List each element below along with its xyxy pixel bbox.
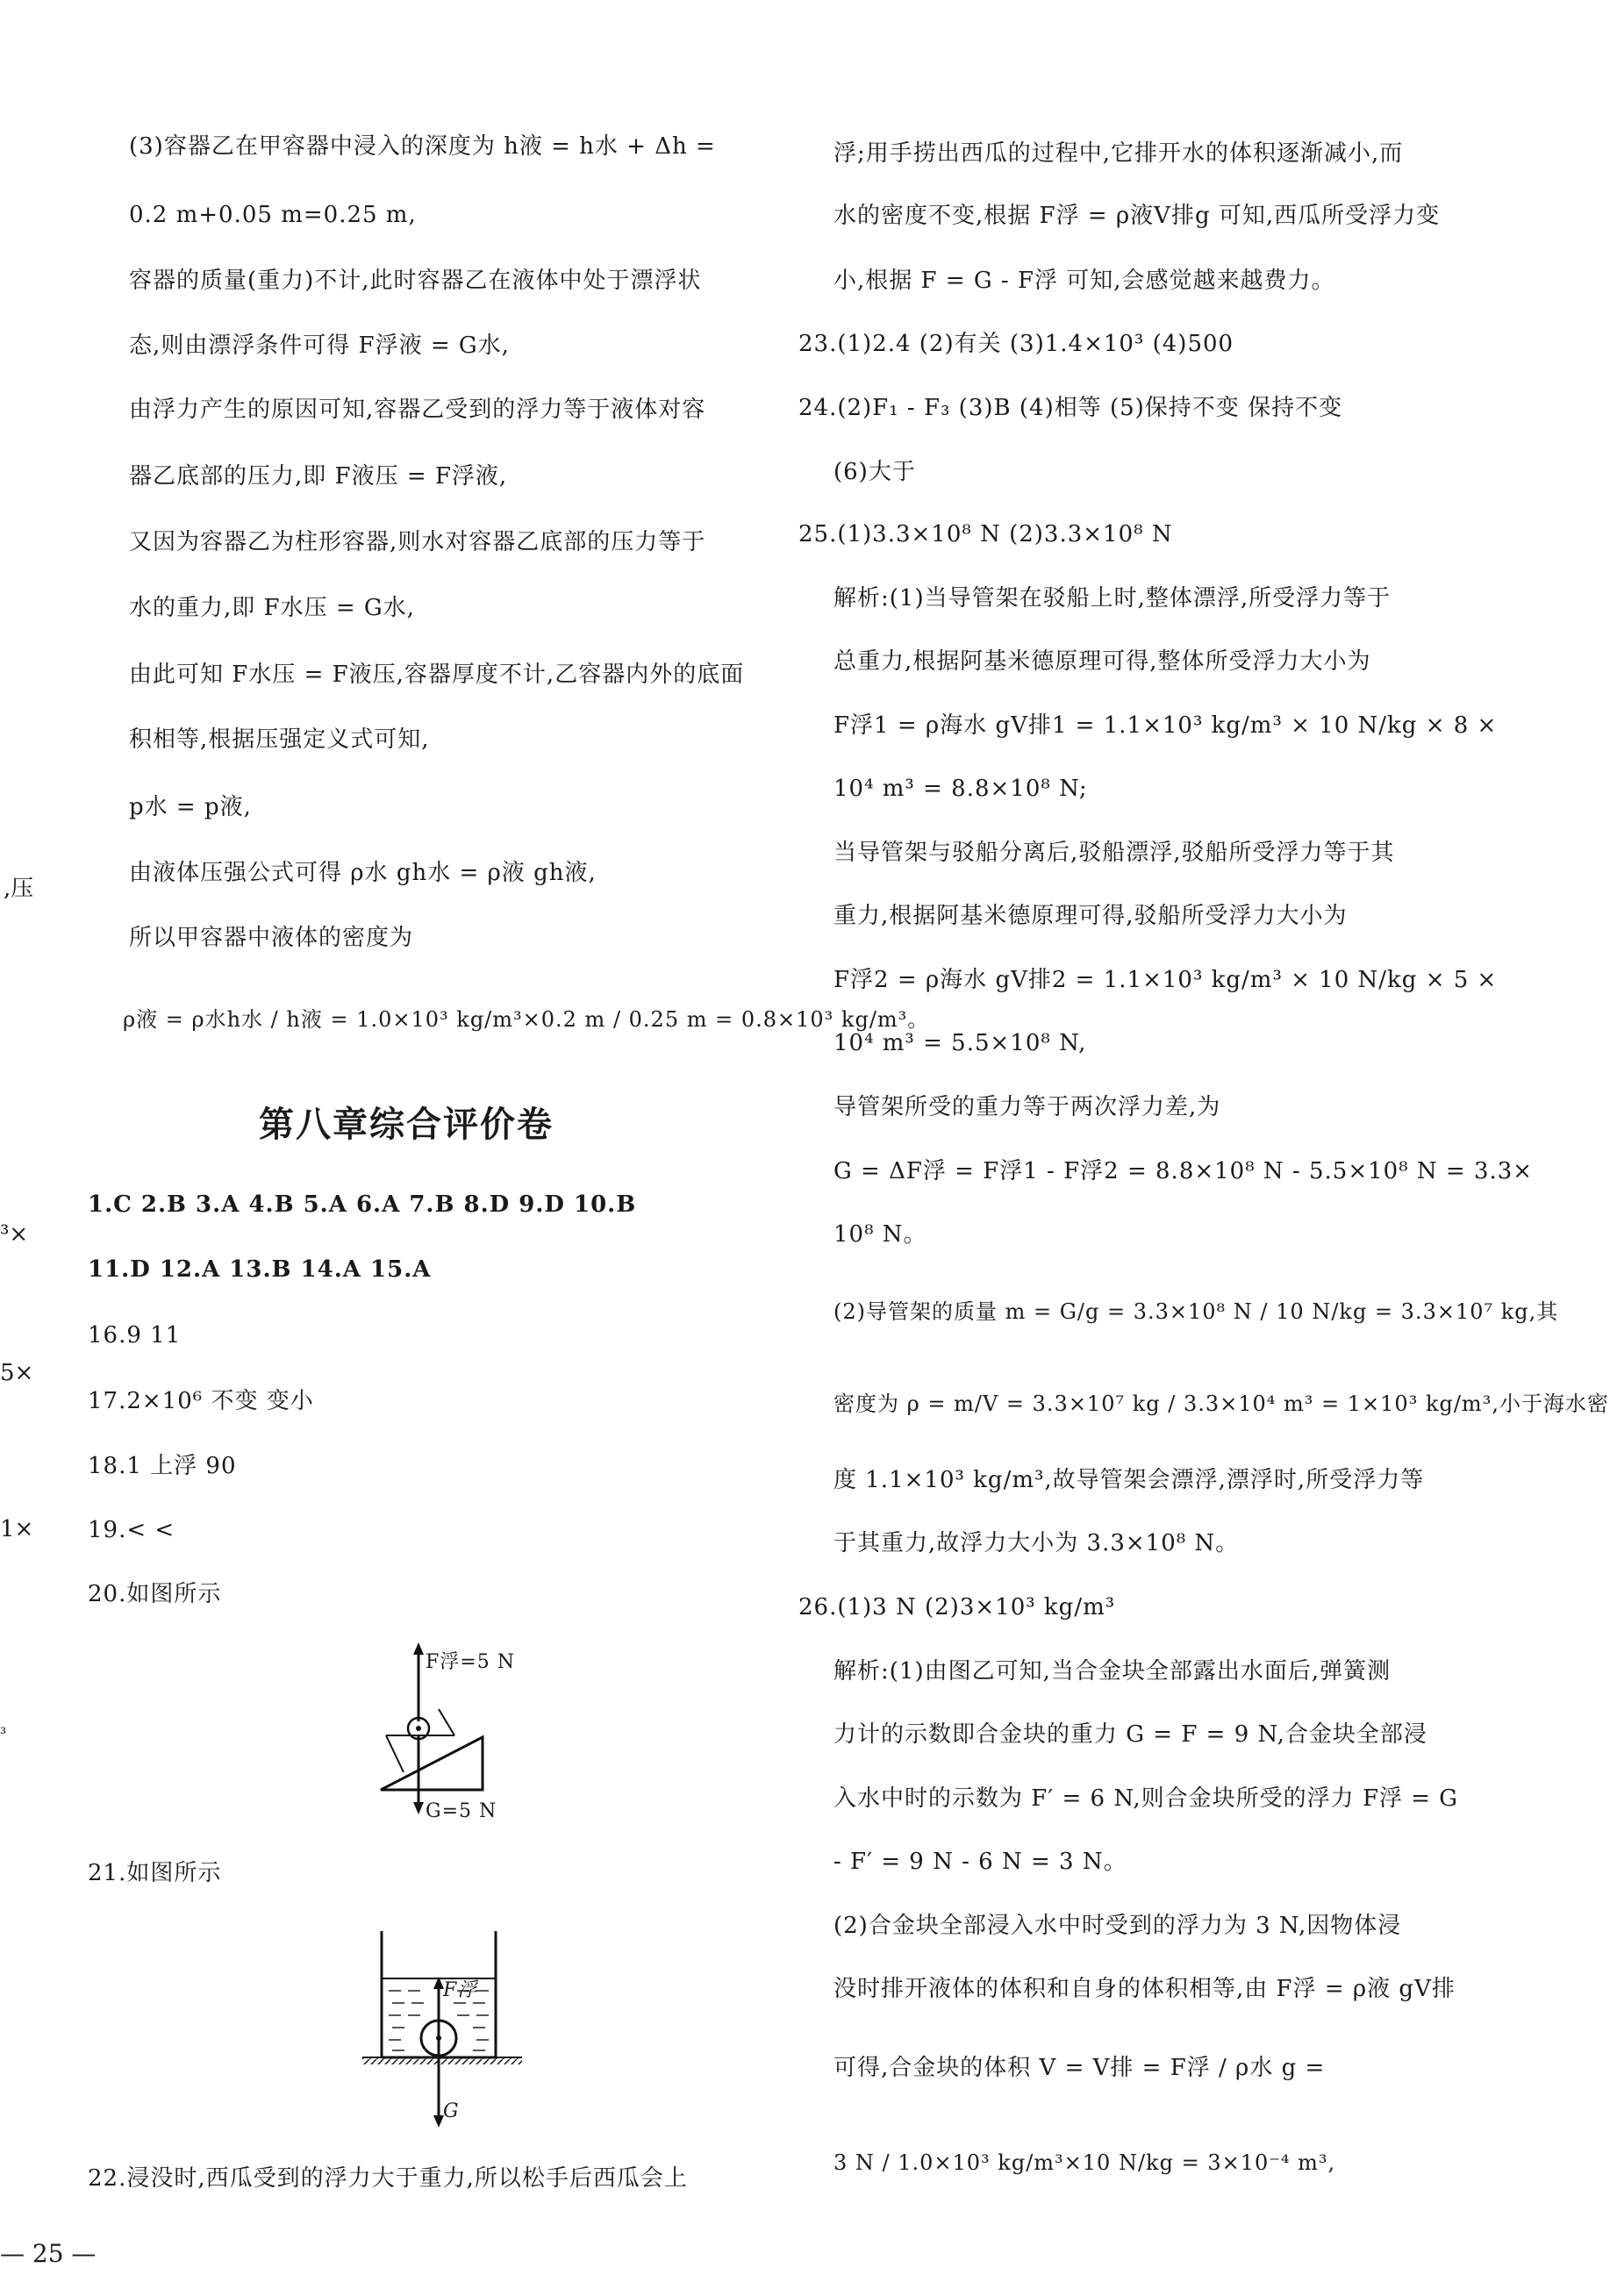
text-line: 3 N / 1.0×10³ kg/m³×10 N/kg = 3×10⁻⁴ m³, xyxy=(833,2150,1336,2175)
text-line: 解析:(1)当导管架在驳船上时,整体漂浮,所受浮力等于 xyxy=(833,585,1391,612)
answer-row: 21.如图所示 xyxy=(88,1860,222,1886)
text-line: 23.(1)2.4 (2)有关 (3)1.4×10³ (4)500 xyxy=(798,331,1234,357)
figure-20-top-label: F浮=5 N xyxy=(426,1651,515,1673)
text-line: 当导管架与驳船分离后,驳船漂浮,驳船所受浮力等于其 xyxy=(833,840,1395,866)
answer-row: 1.C 2.B 3.A 4.B 5.A 6.A 7.B 8.D 9.D 10.B xyxy=(88,1191,637,1218)
text-line: 没时排开液体的体积和自身的体积相等,由 F浮 = ρ液 gV排 xyxy=(833,1976,1456,2002)
edge-fragment: 1× xyxy=(0,1516,34,1542)
chapter-title: 第八章综合评价卷 xyxy=(259,1105,554,1145)
text-line: - F′ = 9 N - 6 N = 3 N。 xyxy=(833,1849,1127,1875)
text-line: 密度为 ρ = m/V = 3.3×10⁷ kg / 3.3×10⁴ m³ = 1×10³ kg/m³,小于海水密 xyxy=(833,1391,1609,1416)
text-line: 由此可知 F水压 = F液压,容器厚度不计,乙容器内外的底面 xyxy=(129,662,745,688)
text-line: 重力,根据阿基米德原理可得,驳船所受浮力大小为 xyxy=(833,903,1348,929)
figure-21-bottom-label: G xyxy=(443,2100,460,2122)
text-line: 水的重力,即 F水压 = G水, xyxy=(129,595,415,621)
answer-row: 19.< < xyxy=(88,1517,175,1543)
text-line: 26.(1)3 N (2)3×10³ kg/m³ xyxy=(798,1594,1116,1620)
text-line: 25.(1)3.3×10⁸ N (2)3.3×10⁸ N xyxy=(798,521,1173,547)
text-line: (3)容器乙在甲容器中浸入的深度为 h液 = h水 + Δh = xyxy=(129,133,716,160)
text-line: 器乙底部的压力,即 F液压 = F浮液, xyxy=(129,463,508,490)
edge-fragment: ,压 xyxy=(4,876,34,902)
figure-20-bottom-label: G=5 N xyxy=(426,1800,497,1822)
text-line: 0.2 m+0.05 m=0.25 m, xyxy=(129,202,417,228)
text-line: (6)大于 xyxy=(833,459,916,485)
text-line: 解析:(1)由图乙可知,当合金块全部露出水面后,弹簧测 xyxy=(833,1658,1391,1685)
text-line: 又因为容器乙为柱形容器,则水对容器乙底部的压力等于 xyxy=(129,529,706,555)
formula-line: ρ液 = ρ水h水 / h液 = 1.0×10³ kg/m³×0.2 m / 0.25 m = 0.8×10³ kg/m³。 xyxy=(123,1007,930,1032)
text-line: 由浮力产生的原因可知,容器乙受到的浮力等于液体对容 xyxy=(129,397,706,423)
text-line: F浮1 = ρ海水 gV排1 = 1.1×10³ kg/m³ × 10 N/kg × 8 × xyxy=(833,712,1498,739)
text-line: 10⁴ m³ = 5.5×10⁸ N, xyxy=(833,1030,1087,1056)
text-line: (2)导管架的质量 m = G/g = 3.3×10⁸ N / 10 N/kg = 3.3×10⁷ kg,其 xyxy=(833,1299,1559,1324)
text-line: 积相等,根据压强定义式可知, xyxy=(129,726,430,753)
text-line: 导管架所受的重力等于两次浮力差,为 xyxy=(833,1094,1221,1120)
text-line: 由液体压强公式可得 ρ水 gh水 = ρ液 gh液, xyxy=(129,860,597,886)
page-number: — 25 — xyxy=(0,2239,97,2268)
answer-row: 18.1 上浮 90 xyxy=(88,1453,237,1479)
text-line: 所以甲容器中液体的密度为 xyxy=(129,925,414,951)
text-line: 水的密度不变,根据 F浮 = ρ液V排g 可知,西瓜所受浮力变 xyxy=(833,203,1441,229)
edge-fragment: 5× xyxy=(0,1360,34,1386)
edge-fragment: ³ xyxy=(0,1725,7,1743)
text-line: F浮2 = ρ海水 gV排2 = 1.1×10³ kg/m³ × 10 N/kg × 5 × xyxy=(833,967,1498,993)
text-line: G = ΔF浮 = F浮1 - F浮2 = 8.8×10⁸ N - 5.5×10⁸ N = 3.3× xyxy=(833,1158,1534,1184)
answer-row: 20.如图所示 xyxy=(88,1581,222,1607)
answer-row: 16.9 11 xyxy=(88,1322,182,1349)
text-line: p水 = p液, xyxy=(129,794,252,820)
text-line: 浮;用手捞出西瓜的过程中,它排开水的体积逐渐减小,而 xyxy=(833,140,1404,167)
text-line: (2)合金块全部浸入水中时受到的浮力为 3 N,因物体浸 xyxy=(833,1913,1402,1939)
text-line: 入水中时的示数为 F′ = 6 N,则合金块所受的浮力 F浮 = G xyxy=(833,1785,1459,1812)
text-line: 24.(2)F₁ - F₃ (3)B (4)相等 (5)保持不变 保持不变 xyxy=(798,395,1343,421)
text-line: 10⁴ m³ = 8.8×10⁸ N; xyxy=(833,776,1088,802)
edge-fragment: ³× xyxy=(0,1221,29,1248)
text-line: 于其重力,故浮力大小为 3.3×10⁸ N。 xyxy=(833,1530,1240,1556)
figure-21-top-label: F浮 xyxy=(443,1979,478,2001)
text-line: 容器的质量(重力)不计,此时容器乙在液体中处于漂浮状 xyxy=(129,268,702,294)
text-line: 可得,合金块的体积 V = V排 = F浮 / ρ水 g = xyxy=(833,2055,1326,2081)
text-line: 力计的示数即合金块的重力 G = F = 9 N,合金块全部浸 xyxy=(833,1721,1427,1748)
text-line: 度 1.1×10³ kg/m³,故导管架会漂浮,漂浮时,所受浮力等 xyxy=(833,1467,1425,1493)
text-line: 小,根据 F = G - F浮 可知,会感觉越来越费力。 xyxy=(833,268,1335,294)
text-line: 10⁸ N。 xyxy=(833,1221,927,1248)
answer-row: 17.2×10⁶ 不变 变小 xyxy=(88,1388,314,1414)
answer-row: 11.D 12.A 13.B 14.A 15.A xyxy=(88,1256,432,1283)
answer-row: 22.浸没时,西瓜受到的浮力大于重力,所以松手后西瓜会上 xyxy=(88,2165,688,2192)
text-line: 总重力,根据阿基米德原理可得,整体所受浮力大小为 xyxy=(833,648,1371,675)
text-line: 态,则由漂浮条件可得 F浮液 = G水, xyxy=(129,333,510,359)
